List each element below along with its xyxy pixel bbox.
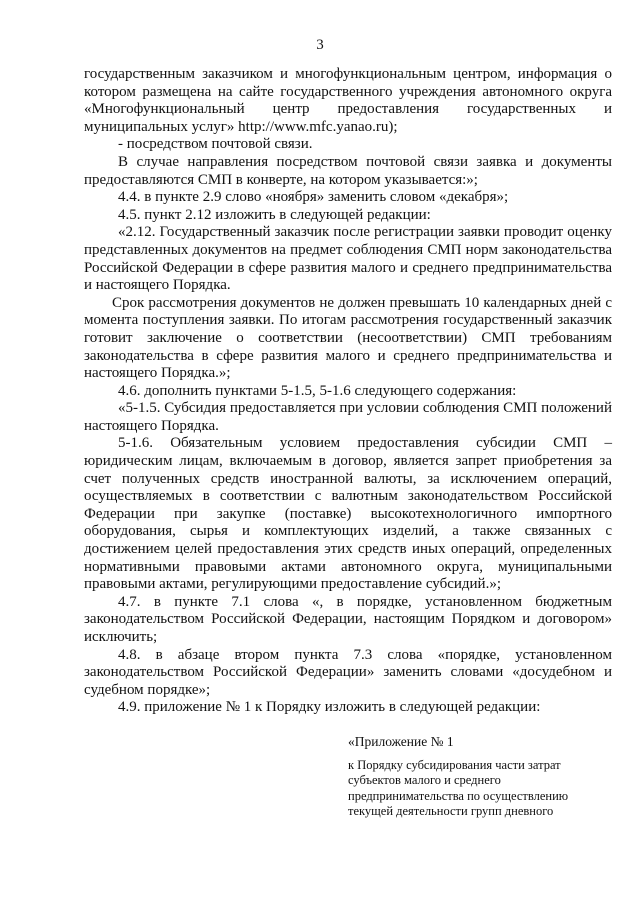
document-body — [84, 66, 612, 717]
appendix-heading — [348, 734, 608, 820]
paragraph: 4.4. в пункте 2.9 слово «ноября» заменить словом «декабря»; — [118, 189, 509, 206]
paragraph: 4.9. приложение № 1 к Порядку изложить в следующей редакции: — [118, 699, 541, 716]
paragraph: - посредством почтовой связи. — [118, 136, 313, 153]
paragraph: В случае направления посредством почтовой связи заявка и документы предоставляются СМП в конверте, на котором указывается:»; — [84, 153, 612, 188]
paragraph: Срок рассмотрения документов не должен превышать 10 календарных дней с момента поступления заявки. По итогам рассмотрения государственный заказчик готовит заключение о соответствии (несоответствии) СМП требованиям законодательства в сфере развития малого и среднего предпринимательства и настоящего Порядка.»; — [84, 294, 612, 382]
paragraph: 5-1.6. Обязательным условием предоставления субсидии СМП – юридическим лицам, включаемым в договор, является запрет приобретения за счет полученных средств иностранной валюты, за исключением операций, осуществляемых в соответствии с валютным законодательством Российской Федерации при закупке (поставке) высокотехнологичного импортного оборудования, сырья и комплектующих изделий, а также связанных с достижением целей предоставления этих средств иных операций, определенных нормативными правовыми актами автономного округа, муниципальными правовыми актами, регулирующими предоставление субсидий.»; — [84, 435, 612, 593]
appendix-line: субъектов малого и среднего — [348, 773, 501, 787]
appendix-title: «Приложение № 1 — [348, 734, 454, 749]
paragraph: 4.7. в пункте 7.1 слова «, в порядке, установленном бюджетным законодательством Российской Федерации, настоящим Порядком и договором» исключить; — [84, 593, 612, 645]
paragraph: государственным заказчиком и многофункциональным центром, информация о котором размещена на сайте государственного учреждения автономного округа «Многофункциональный центр предоставления государственных и муниципальных услуг» http://www.mfc.yanao.ru); — [84, 66, 612, 135]
paragraph: 4.6. дополнить пунктами 5-1.5, 5-1.6 следующего содержания: — [118, 382, 517, 399]
paragraph: 4.5. пункт 2.12 изложить в следующей редакции: — [118, 206, 431, 223]
paragraph: 4.8. в абзаце втором пункта 7.3 слова «порядке, установленном законодательством Российской Федерации» заменить словами «досудебном и судебном порядке»; — [84, 646, 612, 698]
appendix-line: к Порядку субсидирования части затрат — [348, 757, 561, 772]
page-number: 3 — [316, 37, 324, 53]
appendix-line: предпринимательства по осуществлению — [348, 788, 569, 803]
appendix-line: текущей деятельности групп дневного — [348, 804, 554, 818]
paragraph: «5-1.5. Субсидия предоставляется при условии соблюдения СМП положений настоящего Порядка. — [84, 400, 612, 434]
paragraph: «2.12. Государственный заказчик после регистрации заявки проводит оценку представленных документов на предмет соблюдения СМП норм законодательства Российской Федерации в сфере развития малого и среднего предпринимательства и настоящего Порядка. — [84, 224, 612, 294]
